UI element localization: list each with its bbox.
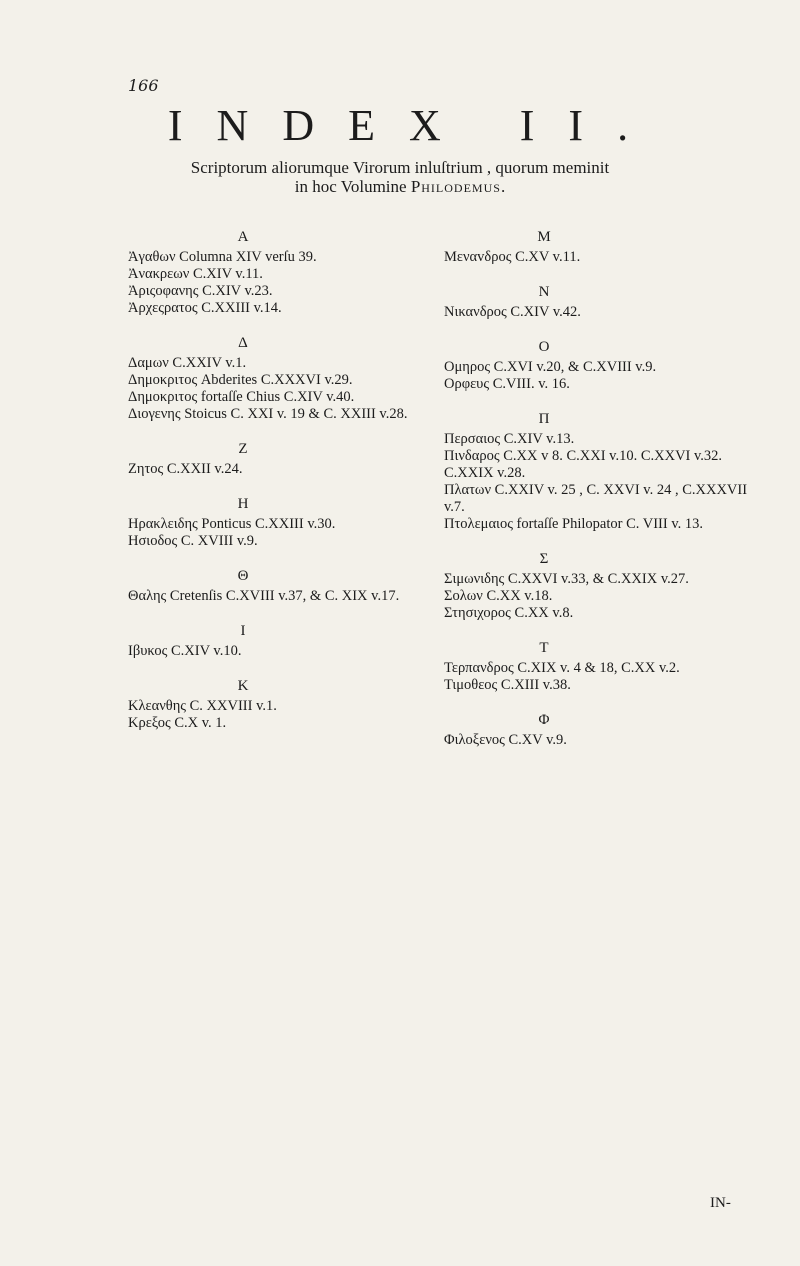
section-gap [444,694,764,708]
section-letter: Δ [238,335,248,351]
index-entry: Ηρακλειδης Ponticus C.XXIII v.30. [128,516,336,532]
section-letter: N [538,284,550,300]
subtitle-line-2-post: . [500,177,506,196]
index-entry: Περσαιος C.XIV v.13. [444,431,575,447]
section-gap [444,622,764,636]
section-gap [444,393,764,407]
section-letter: I [240,623,246,639]
page-title: INDEX II. [167,101,663,150]
section-letter: Σ [539,551,549,567]
section-gap [444,533,764,547]
index-entry: Πτολεμαιος fortaſſe Philopator C. VIII v. 13. [444,516,704,532]
index-entry: Ἀγαθων Columna XIV verſu 39. [128,249,317,265]
section-gap [128,732,448,746]
section-gap [128,423,448,437]
subtitle-line-2-pre: in hoc Volumine [294,177,407,196]
index-entry: Ομηρος C.XVI v.20, & C.XVIII v.9. [444,359,657,375]
index-entry: Κλεανθης C. XXVIII v.1. [128,698,277,714]
page-number: 166 [128,76,159,95]
catchword: IN- [710,1195,731,1211]
index-entry: Μεναvδρος C.XV v.11. [444,249,581,265]
section-letter: H [237,496,249,512]
section-letter: A [237,229,249,245]
index-entry: Δαμων C.XXIV v.1. [128,355,247,371]
section-gap [128,550,448,564]
section-gap [128,605,448,619]
index-entry: Θαλης Cretenſis C.XVIII v.37, & C. XIX v.17. [128,588,400,604]
section-letter: T [539,640,549,656]
section-gap [128,317,448,331]
section-gap [444,749,764,763]
index-entry: Πλατων C.XXIV v. 25 , C. XXVI v. 24 , C.XXXVII v.7. [444,482,748,515]
index-entry: Ησιοδος C. XVIII v.9. [128,533,258,549]
index-entry: Σολων C.XX v.18. [444,588,553,604]
index-entry: Διογενης Stoicus C. XXI v. 19 & C. XXIII v.28. [128,406,408,422]
section-letter: Φ [538,712,550,728]
index-column-left [128,225,448,746]
index-column-right [444,225,764,763]
section-letter: Π [538,411,550,427]
index-entry: Σιμωνιδης C.XXVI v.33, & C.XXIX v.27. [444,571,689,587]
section-letter: Z [238,441,248,457]
index-entry: Ορφευς C.VIII. v. 16. [444,376,570,392]
index-entry: Ἀριςοφανης C.XIV v.23. [128,283,273,299]
index-entry: Κρεξος C.X v. 1. [128,715,227,731]
section-letter: Θ [237,568,249,584]
index-entry: Δημοκριτος Abderites C.XXXVI v.29. [128,372,353,388]
subtitle-line-1: Scriptorum aliorumque Virorum inluſtrium , quorum meminit [190,158,610,177]
index-entry: Φιλοξενος C.XV v.9. [444,732,567,748]
section-letter: M [537,229,551,245]
subtitle [0,158,800,196]
index-entry: Ζητος C.XXII v.24. [128,461,243,477]
index-entry: Ἀρχεςρατος C.XXIII v.14. [128,300,282,316]
index-entry: Δημοκριτος fortaſſe Chius C.XIV v.40. [128,389,355,405]
index-entry: Τιμοθεος C.XIII v.38. [444,677,571,693]
section-gap [128,660,448,674]
index-entry: Ιβυκος C.XIV v.10. [128,643,242,659]
subtitle-line-2 [0,177,800,196]
index-entry: Ἀνακρεων C.XIV v.11. [128,266,263,282]
index-entry: Νικανδρος C.XIV v.42. [444,304,581,320]
section-gap [444,321,764,335]
section-gap [444,266,764,280]
index-entry: Τερπανδρος C.XIX v. 4 & 18, C.XX v.2. [444,660,680,676]
section-letter: O [538,339,550,355]
subtitle-author: Philodemus [410,177,501,196]
index-entry: Στησιχορος C.XX v.8. [444,605,574,621]
section-letter: K [237,678,249,694]
index-entry: Πινδαρος C.XX v 8. C.XXI v.10. C.XXVI v.32. C.XXIX v.28. [444,448,723,481]
section-gap [128,478,448,492]
